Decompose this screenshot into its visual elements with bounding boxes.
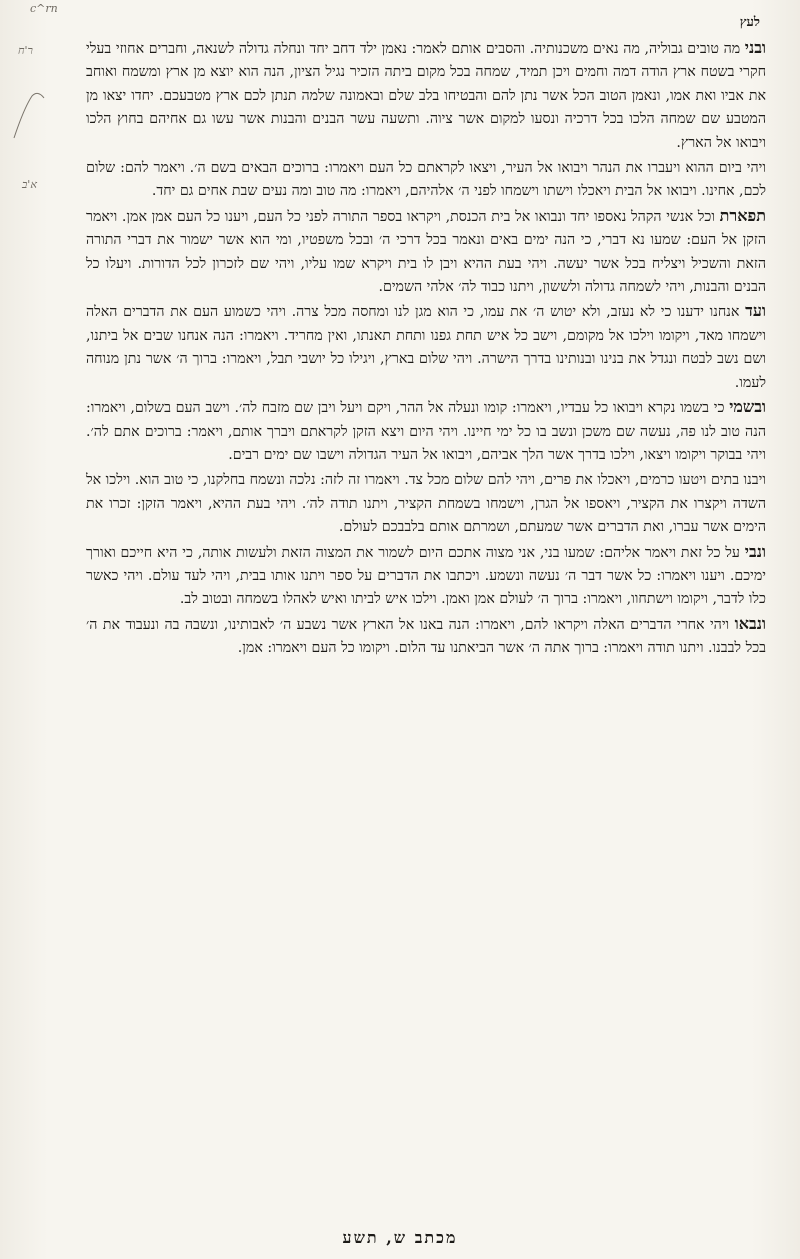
paragraph-text: על כל זאת ויאמר אליהם: שמעו בני, אני מצוה אתכם היום לשמור את המצוה הזאת ולעשות אותה, כי היא חייכם ואורך ימיכם. ויענו ויאמרו: כל אשר דבר ה׳ נעשה ונשמע. ויכתבו את הדברים על ספר ויתנו אותו בבית, ויהי לעד עולם. ויהי כאשר כלו לדבר, ויקומו וישתחוו, ויאמרו: ברוך ה׳ לעולם אמן ואמן. וילכו איש לביתו ואיש לאהלו בשמחה ובטוב לב. xyxy=(86,544,766,608)
paragraph-lead-word: ועד xyxy=(745,301,766,321)
paragraph-lead-word: ובני xyxy=(744,38,766,57)
paragraph xyxy=(86,299,766,395)
page-number: לעץ xyxy=(739,15,760,30)
body-text xyxy=(86,36,766,1216)
paragraph-text: מה טובים גבוליה, מה נאים משכנותיה. והסבים אותם לאמר: נאמן ילד דחב יחד ונחלה גדולה לשנאה, וחברים אחוזי בעלי חקרי בשטח ארץ הודה דמה וחמים ויכן תמיד, שמחה בכל מקום ביתה הזכיר נגיל הציון, הנה הוא יוצא מן ארץ ומשמח ואוחב את אביו ואת אמו, ונאמן הטוב הכל אשר נתן להם והבטיחו בלב שלם ובאמונה שלמה תנתן לכם ארץ מטבעכם. יחדו יצאו מן המטבע שם שמחה הלכו בכל דרכיה ונסעו למקום אשר ציוה. ותשעה עשר הבנים והבנות אשר עשו גם אחיהם בחוץ הלכו ויבואו אל הארץ. xyxy=(86,41,766,151)
paragraph xyxy=(86,204,766,300)
paragraph xyxy=(86,467,766,539)
margin-scribble-mark xyxy=(10,88,50,148)
paragraph-text: ויהי אחרי הדברים האלה ויקראו להם, ויאמרו: הנה באנו אל הארץ אשר נשבע ה׳ לאבותינו, ונשבה בה ונעבוד את ה׳ בכל לבבנו. ויתנו תודה ויאמרו: ברוך אתה ה׳ אשר הביאתנו עד הלום. ויקומו כל העם ויאמרו: אמן. xyxy=(86,616,766,657)
page-footer: מכתב ש, תשע xyxy=(342,1228,458,1247)
paragraph-text: וכל אנשי הקהל נאספו יחד ונבואו אל בית הכנסת, ויקראו בספר התורה לפני כל העם, ויענו כל העם אמן אמן. ויאמר הזקן אל העם: שמעו נא דברי, כי הנה ימים באים ונאמר בכל דרכי ה׳ ובכל משפטיו, ומי הוא אשר ישמור את דברי התורה הזאת והשכיל ויצליח בכל אשר יעשה. ויהי בעת ההיא ויבן לו בית ויקרא שמו עליו, ויהי שם לזכרון לכל הדורות. ויעלו כל הבנים והבנות, ויהי לשמחה גדולה ולששון, ויתנו כבוד לה׳ אלהי השמים. xyxy=(86,208,766,296)
margin-note: א'ב xyxy=(22,178,37,191)
paragraph xyxy=(86,36,766,155)
margin-note: c^rn xyxy=(30,2,58,15)
paragraph-text: כי בשמו נקרא ויבואו כל עבדיו, ויאמרו: קומו ונעלה אל ההר, ויקם ויעל ויבן שם מזבח לה׳. וישב העם בשלום, ויאמרו: הנה טוב לנו פה, נעשה שם משכן ונשב בו כל ימי חיינו. ויהי היום ויצא הזקן לקראתם ויברך אותם, ויאמר: ברוכים אתם לה׳. ויהי בבוקר ויקומו ויצאו, וילכו בדרך אשר הלך אביהם, ויבואו אל העיר הגדולה וישבו שם ימים רבים. xyxy=(86,400,766,463)
margin-note: ר'ח xyxy=(18,44,33,57)
paragraph xyxy=(86,155,766,204)
paragraph xyxy=(86,395,766,467)
paragraph-lead-word: ונבי xyxy=(744,541,766,561)
paragraph xyxy=(86,540,766,612)
paragraph-lead-word: ונבאו xyxy=(734,613,766,633)
paragraph-text: אנחנו ידענו כי לא נעזב, ולא יטוש ה׳ את עמו, כי הוא מגן לנו ומחסה מכל צרה. ויהי כשמוע העם את הדברים האלה וישמחו מאד, ויקומו וילכו אל מקומם, וישב כל איש תחת גפנו ותחת תאנתו, ואין מחריד. ויאמרו: הנה אנחנו שבים אל ביתנו, ושם נשב לבטח ונגדל את בנינו ובנותינו בדרך הישרה. ויהי שלום בארץ, ויגילו כל יושבי תבל, ויאמרו: ברוך ה׳ אשר נתן מנוחה לעמו. xyxy=(86,304,766,391)
paragraph-text: ויהי ביום ההוא ויעברו את הנהר ויבואו אל העיר, ויצאו לקראתם כל העם ויאמרו: ברוכים הבאים בשם ה׳. ויאמר להם: שלום לכם, אחינו. ויבואו אל הבית ויאכלו וישתו וישמחו לפני ה׳ אלהיהם, ויאמרו: מה טוב ומה נעים שבת אחים גם יחד. xyxy=(86,160,766,200)
paragraph-lead-word: ובשמי xyxy=(729,397,766,417)
paragraph-lead-word: תפארת xyxy=(719,205,766,225)
paragraph-text: ויבנו בתים ויטעו כרמים, ויאכלו את פרים, ויהי להם שלום מכל צד. ויאמרו זה לזה: נלכה ונשמח בחלקנו, כי טוב הוא. וילכו אל השדה ויקצרו את הקציר, ויאספו אל הגרן, וישמחו בשמחת הקציר, ויתנו תודה לה׳. ויהי בעת ההיא, ויאמר הזקן: זכרו את הימים אשר עברו, ואת הדברים אשר שמעתם, ושמרתם אותם בלבבכם לעולם. xyxy=(86,472,766,536)
paragraph xyxy=(86,612,766,661)
